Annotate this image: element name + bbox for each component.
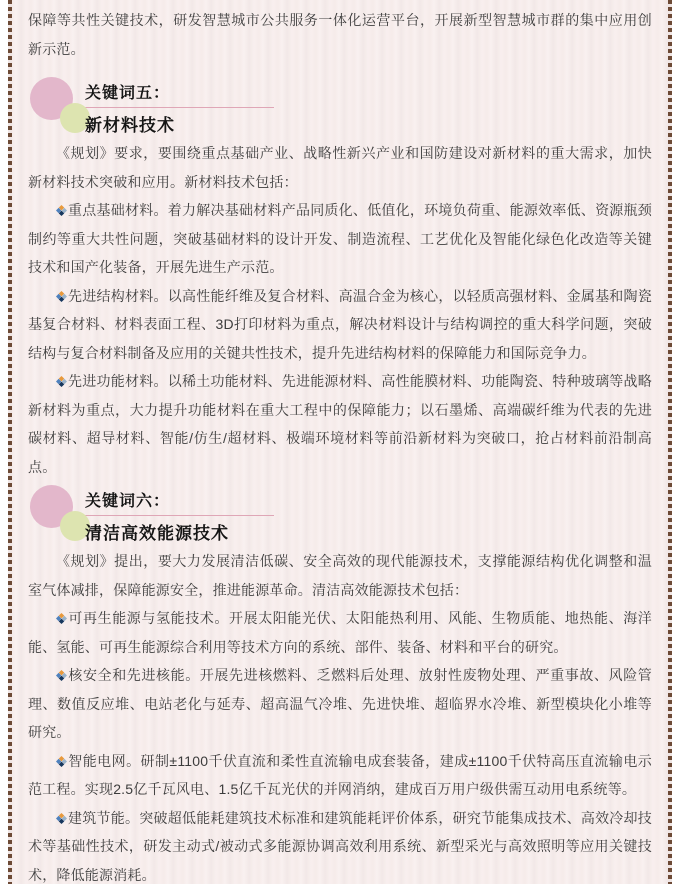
keyword6-label: 关键词六： <box>85 493 171 510</box>
diamond-bullet-icon <box>56 291 67 302</box>
keyword5-header <box>28 77 652 139</box>
section5-bullet-3 <box>28 367 652 481</box>
section6-bullet-4 <box>28 804 652 884</box>
section6-bullet-3 <box>28 747 652 804</box>
continuation-paragraph: 保障等共性关键技术，研发智慧城市公共服务一体化运营平台，开展新型智慧城市群的集中应用创新示范。 <box>28 12 652 57</box>
bullet-text: 建筑节能。突破超低能耗建筑技术标准和建筑能耗评价体系，研究节能集成技术、高效冷却技术等基础性技术，研发主动式/被动式多能源协调高效利用系统、新型采光与高效照明等应用关键技术，降低能源消耗。 <box>28 809 652 883</box>
diamond-bullet-icon <box>56 613 67 624</box>
diamond-bullet-icon <box>56 205 67 216</box>
section5-bullet-2 <box>28 282 652 368</box>
page-content <box>12 0 668 884</box>
keyword6-header <box>28 485 652 547</box>
bullet-text: 重点基础材料。着力解决基础材料产品同质化、低值化，环境负荷重、能源效率低、资源瓶颈制约等重大共性问题，突破基础材料的设计开发、制造流程、工艺优化及智能化绿色化改造等关键技术和国产化装备，开展先进生产示范。 <box>28 202 652 275</box>
keyword6-title: 清洁高效能源技术 <box>85 524 229 543</box>
section6-intro: 《规划》提出，要大力发展清洁低碳、安全高效的现代能源技术，支撑能源结构优化调整和温室气体减排，保障能源安全，推进能源革命。清洁高效能源技术包括： <box>28 553 652 598</box>
bullet-text: 智能电网。研制±1100千伏直流和柔性直流输电成套装备，建成±1100千伏特高压直流输电示范工程。实现2.5亿千瓦风电、1.5亿千瓦光伏的并网消纳，建成百万用户级供需互动用电系统等。 <box>28 752 652 797</box>
section5-bullet-1 <box>28 196 652 282</box>
diamond-bullet-icon <box>56 670 67 681</box>
bullet-text: 先进功能材料。以稀土功能材料、先进能源材料、高性能膜材料、功能陶瓷、特种玻璃等战略新材料为重点，大力提升功能材料在重大工程中的保障能力；以石墨烯、高端碳纤维为代表的先进碳材料、超导材料、智能/仿生/超材料、极端环境材料等前沿新材料为突破口，抢占材料前沿制高点。 <box>28 373 652 475</box>
bullet-text: 先进结构材料。以高性能纤维及复合材料、高温合金为核心，以轻质高强材料、金属基和陶瓷基复合材料、材料表面工程、3D打印材料为重点，解决材料设计与结构调控的重大科学问题，突破结构与复合材料制备及应用的关键共性技术，提升先进结构材料的保障能力和国际竞争力。 <box>28 287 652 361</box>
diamond-bullet-icon <box>56 376 67 387</box>
right-dashed-border <box>668 0 672 884</box>
section6-bullet-1 <box>28 604 652 661</box>
keyword5-title: 新材料技术 <box>85 116 175 135</box>
bullet-text: 核安全和先进核能。开展先进核燃料、乏燃料后处理、放射性废物处理、严重事故、风险管理、数值反应堆、电站老化与延寿、超高温气冷堆、先进快堆、超临界水冷堆、新型模块化小堆等研究。 <box>28 667 652 740</box>
section6-bullet-2 <box>28 661 652 747</box>
bullet-text: 可再生能源与氢能技术。开展太阳能光伏、太阳能热利用、风能、生物质能、地热能、海洋能、氢能、可再生能源综合利用等技术方向的系统、部件、装备、材料和平台的研究。 <box>28 610 652 655</box>
diamond-bullet-icon <box>56 813 67 824</box>
section5-intro: 《规划》要求，要围绕重点基础产业、战略性新兴产业和国防建设对新材料的重大需求，加快新材料技术突破和应用。新材料技术包括： <box>28 145 652 190</box>
diamond-bullet-icon <box>56 756 67 767</box>
keyword5-label: 关键词五： <box>85 85 171 102</box>
